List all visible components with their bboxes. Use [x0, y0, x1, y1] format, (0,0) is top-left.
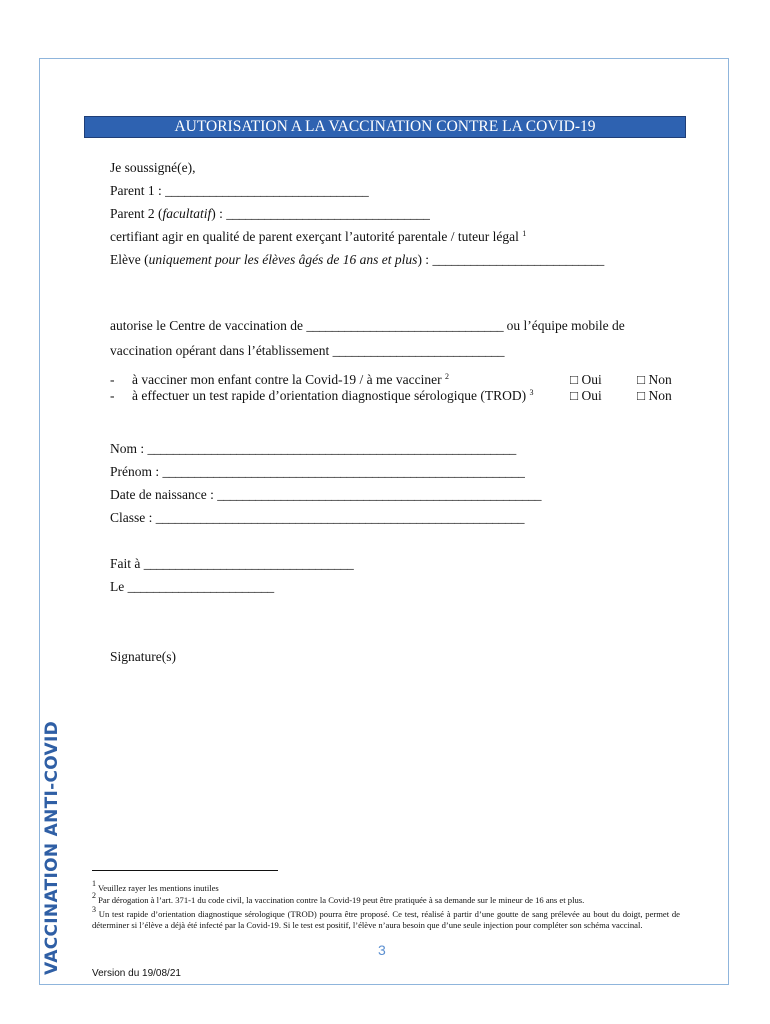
firstname-line	[110, 464, 524, 480]
footnote-3-text: Un test rapide d’orientation diagnostique sérologique (TROD) pourra être proposé. Ce test, réalisé à partir d’une goutte de sang prélevée au bout du doigt, permet de déterminer si l’élève a déjà été infecté par la Covid-19. Si le test est positif, l’élève n’aura besoin que d’une seule injection pour compléter son schéma vaccinal.	[92, 909, 680, 930]
name-line	[110, 441, 516, 457]
signature-label: Signature(s)	[110, 649, 176, 664]
side-label: VACCINATION ANTI-COVID	[42, 720, 62, 975]
date-label: Le	[110, 579, 125, 594]
student-label: Elève (	[110, 252, 149, 267]
student-label-end: ) :	[417, 252, 430, 267]
parent1-line	[110, 183, 368, 199]
birthdate-label: Date de naissance :	[110, 487, 214, 502]
trod-no-checkbox[interactable]: □ Non	[637, 388, 672, 403]
option-dash: -	[110, 372, 115, 387]
vaccinate-no-checkbox[interactable]: □ Non	[637, 372, 672, 387]
footnote-ref-2: 2	[445, 372, 449, 381]
class-label: Classe :	[110, 510, 153, 525]
place-field[interactable]: _________________________________	[143, 556, 354, 571]
parent2-label: Parent 2 (	[110, 206, 163, 221]
birthdate-field[interactable]: ___________________________________________________	[217, 487, 542, 502]
option-trod-text	[132, 388, 534, 404]
footnote-1-text: Veuillez rayer les mentions inutiles	[98, 883, 219, 893]
trod-yes-checkbox[interactable]: □ Oui	[570, 388, 602, 403]
footnote-1-number: 1	[92, 879, 96, 888]
authorize-text: autorise le Centre de vaccination de	[110, 318, 304, 333]
parent2-field[interactable]: ________________________________	[226, 206, 430, 221]
date-field[interactable]: _______________________	[127, 579, 274, 594]
parent1-label: Parent 1 :	[110, 183, 162, 198]
certify-line	[110, 229, 526, 245]
authorize-line-2	[110, 343, 504, 359]
certify-text: certifiant agir en qualité de parent exerçant l’autorité parentale / tuteur légal	[110, 229, 519, 244]
firstname-field[interactable]: _________________________________________________________	[162, 464, 525, 479]
vaccination-centre-field[interactable]: _______________________________	[306, 318, 504, 333]
establishment-text: vaccination opérant dans l’établissement	[110, 343, 330, 358]
parent2-optional: facultatif	[162, 206, 212, 221]
page-title: AUTORISATION A LA VACCINATION CONTRE LA COVID-19	[84, 116, 686, 138]
footnote-ref-1: 1	[522, 229, 527, 238]
place-label: Fait à	[110, 556, 141, 571]
option-vaccinate-label: à vacciner mon enfant contre la Covid-19 / à me vacciner	[132, 372, 442, 387]
undersigned-text: Je soussigné(e),	[110, 160, 196, 175]
option-dash: -	[110, 388, 115, 403]
footnote-divider	[92, 870, 278, 871]
footnote-2-number: 2	[92, 891, 96, 900]
name-field[interactable]: __________________________________________________________	[147, 441, 516, 456]
birthdate-line	[110, 487, 541, 503]
footnote-2-text: Par dérogation à l’art. 371-1 du code civil, la vaccination contre la Covid-19 peut être pratiquée à sa demande sur le mineur de 16 ans et plus.	[98, 895, 585, 905]
footnote-ref-3: 3	[529, 388, 534, 397]
authorize-line-1	[110, 318, 625, 334]
vaccinate-yes-checkbox[interactable]: □ Oui	[570, 372, 602, 387]
date-line	[110, 579, 274, 595]
class-line	[110, 510, 524, 526]
parent1-field[interactable]: ________________________________	[165, 183, 369, 198]
undersigned-line	[110, 160, 195, 176]
student-line	[110, 252, 604, 268]
option-trod-label: à effectuer un test rapide d’orientation diagnostique sérologique (TROD)	[132, 388, 527, 403]
student-field[interactable]: ___________________________	[432, 252, 604, 267]
parent2-line	[110, 206, 429, 222]
name-label: Nom :	[110, 441, 145, 456]
footnote-3-number: 3	[92, 905, 96, 914]
parent2-label-end: ) :	[211, 206, 223, 221]
option-vaccinate-text	[132, 372, 449, 388]
establishment-field[interactable]: ___________________________	[332, 343, 505, 358]
student-note: uniquement pour les élèves âgés de 16 ans et plus	[148, 252, 418, 267]
place-line	[110, 556, 353, 572]
footnote-3	[92, 904, 680, 931]
page-number: 3	[378, 942, 386, 958]
version-label: Version du 19/08/21	[92, 968, 181, 979]
class-field[interactable]: __________________________________________________________	[155, 510, 525, 525]
firstname-label: Prénom :	[110, 464, 160, 479]
authorize-text-end: ou l’équipe mobile de	[506, 318, 625, 333]
